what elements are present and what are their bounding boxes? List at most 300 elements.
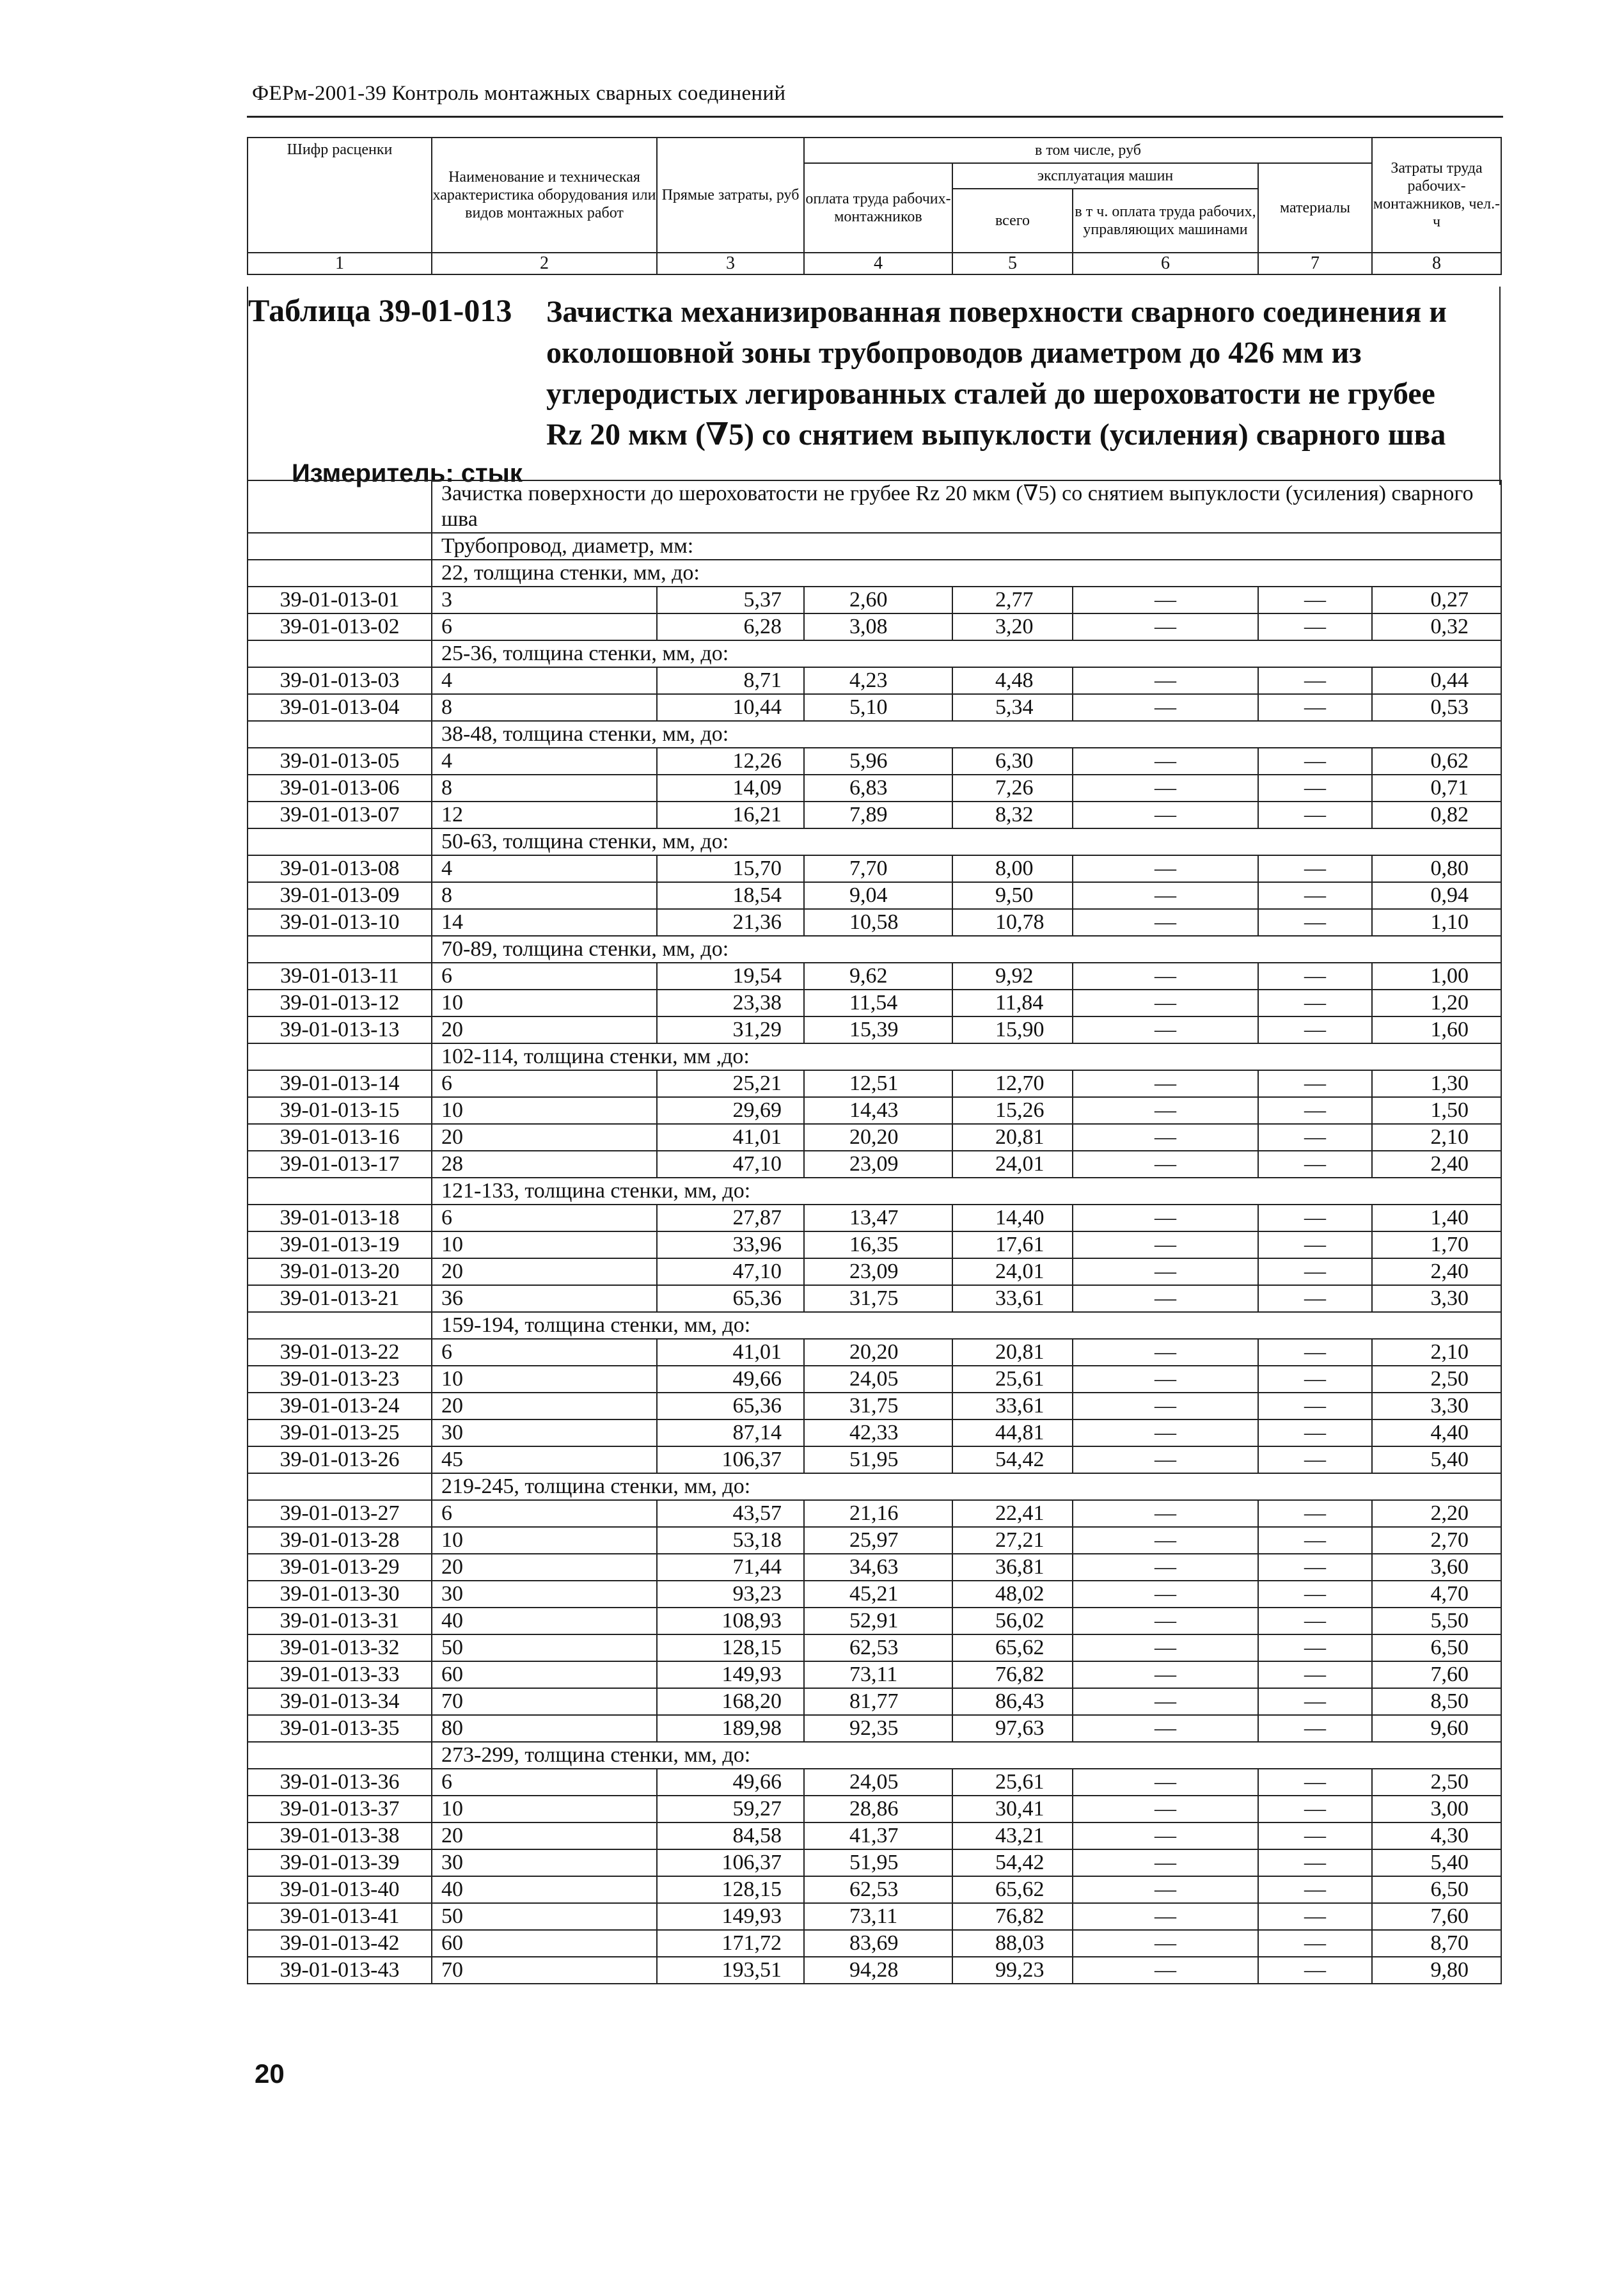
- wall-thickness: 4: [432, 855, 657, 882]
- materials: —: [1258, 802, 1372, 828]
- operator-wages: —: [1073, 1124, 1258, 1151]
- operator-wages: —: [1073, 1016, 1258, 1043]
- wages: 20,20: [804, 1339, 952, 1366]
- operator-wages: —: [1073, 802, 1258, 828]
- labor-hours: 2,50: [1372, 1769, 1501, 1796]
- table-row: [248, 1339, 1501, 1366]
- machine-total: 33,61: [952, 1285, 1073, 1312]
- wall-thickness: 10: [432, 1366, 657, 1393]
- operator-wages: —: [1073, 1769, 1258, 1796]
- rate-code: 39-01-013-14: [248, 1070, 432, 1097]
- table-row: [248, 587, 1501, 613]
- labor-hours: 2,50: [1372, 1366, 1501, 1393]
- group-header-row: [248, 828, 1501, 855]
- machine-total: 25,61: [952, 1366, 1073, 1393]
- rate-code: 39-01-013-32: [248, 1634, 432, 1661]
- wall-thickness: 50: [432, 1903, 657, 1930]
- machine-total: 9,50: [952, 882, 1073, 909]
- direct-costs: 171,72: [657, 1930, 804, 1957]
- rate-code: 39-01-013-13: [248, 1016, 432, 1043]
- direct-costs: 128,15: [657, 1876, 804, 1903]
- labor-hours: 5,40: [1372, 1849, 1501, 1876]
- materials: —: [1258, 963, 1372, 990]
- wall-thickness: 8: [432, 882, 657, 909]
- rate-code: 39-01-013-30: [248, 1581, 432, 1608]
- labor-hours: 2,40: [1372, 1258, 1501, 1285]
- machine-total: 17,61: [952, 1231, 1073, 1258]
- operator-wages: —: [1073, 1849, 1258, 1876]
- machine-total: 6,30: [952, 748, 1073, 775]
- col-header-code: Шифр расценки: [248, 138, 432, 253]
- materials: —: [1258, 1016, 1372, 1043]
- rate-code: 39-01-013-28: [248, 1527, 432, 1554]
- direct-costs: 8,71: [657, 667, 804, 694]
- direct-costs: 149,93: [657, 1903, 804, 1930]
- labor-hours: 2,10: [1372, 1124, 1501, 1151]
- group-label: 22, толщина стенки, мм, до:: [432, 560, 1501, 587]
- rate-code: 39-01-013-42: [248, 1930, 432, 1957]
- table-row: [248, 909, 1501, 936]
- operator-wages: —: [1073, 1715, 1258, 1742]
- rate-code: 39-01-013-09: [248, 882, 432, 909]
- wages: 5,96: [804, 748, 952, 775]
- col-number-2: 2: [432, 253, 657, 274]
- wages: 23,09: [804, 1258, 952, 1285]
- rate-code: 39-01-013-41: [248, 1903, 432, 1930]
- materials: —: [1258, 587, 1372, 613]
- wall-thickness: 10: [432, 1796, 657, 1822]
- labor-hours: 3,00: [1372, 1796, 1501, 1822]
- table-row: [248, 1581, 1501, 1608]
- materials: —: [1258, 855, 1372, 882]
- machine-total: 9,92: [952, 963, 1073, 990]
- materials: —: [1258, 613, 1372, 640]
- wall-thickness: 20: [432, 1822, 657, 1849]
- table-row: [248, 1554, 1501, 1581]
- wages: 24,05: [804, 1769, 952, 1796]
- direct-costs: 18,54: [657, 882, 804, 909]
- materials: —: [1258, 1608, 1372, 1634]
- wall-thickness: 6: [432, 1205, 657, 1231]
- materials: —: [1258, 1393, 1372, 1419]
- wages: 92,35: [804, 1715, 952, 1742]
- table-row: [248, 1285, 1501, 1312]
- machine-total: 4,48: [952, 667, 1073, 694]
- labor-hours: 1,00: [1372, 963, 1501, 990]
- rate-code: 39-01-013-37: [248, 1796, 432, 1822]
- machine-total: 86,43: [952, 1688, 1073, 1715]
- machine-total: 20,81: [952, 1124, 1073, 1151]
- rate-code: 39-01-013-02: [248, 613, 432, 640]
- group-spacer: [248, 1473, 432, 1500]
- operator-wages: —: [1073, 1957, 1258, 1984]
- operator-wages: —: [1073, 1097, 1258, 1124]
- wall-thickness: 8: [432, 694, 657, 721]
- rate-code: 39-01-013-10: [248, 909, 432, 936]
- materials: —: [1258, 775, 1372, 802]
- wall-thickness: 20: [432, 1016, 657, 1043]
- operator-wages: —: [1073, 1634, 1258, 1661]
- operator-wages: —: [1073, 1822, 1258, 1849]
- operator-wages: —: [1073, 1930, 1258, 1957]
- col-number-3: 3: [657, 253, 804, 274]
- machine-total: 36,81: [952, 1554, 1073, 1581]
- direct-costs: 43,57: [657, 1500, 804, 1527]
- labor-hours: 8,50: [1372, 1688, 1501, 1715]
- table-row: [248, 1366, 1501, 1393]
- labor-hours: 2,10: [1372, 1339, 1501, 1366]
- wages: 73,11: [804, 1903, 952, 1930]
- rate-code: 39-01-013-39: [248, 1849, 432, 1876]
- direct-costs: 128,15: [657, 1634, 804, 1661]
- wall-thickness: 28: [432, 1151, 657, 1178]
- wall-thickness: 6: [432, 1500, 657, 1527]
- operator-wages: —: [1073, 990, 1258, 1016]
- machine-total: 48,02: [952, 1581, 1073, 1608]
- direct-costs: 47,10: [657, 1258, 804, 1285]
- rate-code: 39-01-013-40: [248, 1876, 432, 1903]
- table-row: [248, 748, 1501, 775]
- group-spacer: [248, 1043, 432, 1070]
- wall-thickness: 60: [432, 1930, 657, 1957]
- wall-thickness: 40: [432, 1608, 657, 1634]
- col-number-7: 7: [1258, 253, 1372, 274]
- wages: 3,08: [804, 613, 952, 640]
- table-row: [248, 1419, 1501, 1446]
- labor-hours: 0,27: [1372, 587, 1501, 613]
- materials: —: [1258, 1957, 1372, 1984]
- rate-code: 39-01-013-03: [248, 667, 432, 694]
- rate-code: 39-01-013-19: [248, 1231, 432, 1258]
- machine-total: 2,77: [952, 587, 1073, 613]
- machine-total: 56,02: [952, 1608, 1073, 1634]
- materials: —: [1258, 1366, 1372, 1393]
- wages: 15,39: [804, 1016, 952, 1043]
- machine-total: 20,81: [952, 1339, 1073, 1366]
- materials: —: [1258, 1796, 1372, 1822]
- wages: 62,53: [804, 1876, 952, 1903]
- direct-costs: 168,20: [657, 1688, 804, 1715]
- table-row: [248, 1258, 1501, 1285]
- materials: —: [1258, 1419, 1372, 1446]
- direct-costs: 23,38: [657, 990, 804, 1016]
- materials: —: [1258, 1554, 1372, 1581]
- group-header-row: [248, 640, 1501, 667]
- wages: 23,09: [804, 1151, 952, 1178]
- group-spacer: [248, 640, 432, 667]
- machine-total: 65,62: [952, 1876, 1073, 1903]
- direct-costs: 59,27: [657, 1796, 804, 1822]
- materials: —: [1258, 1339, 1372, 1366]
- rate-code: 39-01-013-21: [248, 1285, 432, 1312]
- rate-code: 39-01-013-18: [248, 1205, 432, 1231]
- machine-total: 65,62: [952, 1634, 1073, 1661]
- page-number: 20: [255, 2059, 285, 2089]
- direct-costs: 29,69: [657, 1097, 804, 1124]
- materials: —: [1258, 1285, 1372, 1312]
- wall-thickness: 10: [432, 1097, 657, 1124]
- materials: —: [1258, 667, 1372, 694]
- machine-total: 22,41: [952, 1500, 1073, 1527]
- table-row: [248, 1876, 1501, 1903]
- group-spacer: [248, 1312, 432, 1339]
- labor-hours: 0,94: [1372, 882, 1501, 909]
- wages: 45,21: [804, 1581, 952, 1608]
- wages: 12,51: [804, 1070, 952, 1097]
- table-row: [248, 1124, 1501, 1151]
- col-header-materials: материалы: [1258, 163, 1372, 253]
- operator-wages: —: [1073, 587, 1258, 613]
- machine-total: 8,00: [952, 855, 1073, 882]
- labor-hours: 9,80: [1372, 1957, 1501, 1984]
- table-row: [248, 667, 1501, 694]
- rate-code: 39-01-013-27: [248, 1500, 432, 1527]
- group-label: 102-114, толщина стенки, мм ,до:: [432, 1043, 1501, 1070]
- table-title-block: [247, 287, 1501, 485]
- table-row: [248, 882, 1501, 909]
- machine-total: 5,34: [952, 694, 1073, 721]
- rate-code: 39-01-013-26: [248, 1446, 432, 1473]
- direct-costs: 84,58: [657, 1822, 804, 1849]
- direct-costs: 21,36: [657, 909, 804, 936]
- table-row: [248, 1231, 1501, 1258]
- table-row: [248, 1715, 1501, 1742]
- labor-hours: 0,62: [1372, 748, 1501, 775]
- group-header-row: [248, 1473, 1501, 1500]
- group-header-row: [248, 560, 1501, 587]
- wall-thickness: 70: [432, 1957, 657, 1984]
- wages: 14,43: [804, 1097, 952, 1124]
- wall-thickness: 6: [432, 1339, 657, 1366]
- wall-thickness: 4: [432, 748, 657, 775]
- col-number-5: 5: [952, 253, 1073, 274]
- group-spacer: [248, 828, 432, 855]
- table-row: [248, 1527, 1501, 1554]
- materials: —: [1258, 1231, 1372, 1258]
- wages: 51,95: [804, 1446, 952, 1473]
- labor-hours: 3,30: [1372, 1393, 1501, 1419]
- wall-thickness: 30: [432, 1419, 657, 1446]
- rate-code: 39-01-013-06: [248, 775, 432, 802]
- wall-thickness: 30: [432, 1849, 657, 1876]
- wall-thickness: 20: [432, 1393, 657, 1419]
- direct-costs: 33,96: [657, 1231, 804, 1258]
- labor-hours: 1,50: [1372, 1097, 1501, 1124]
- table-row: [248, 1822, 1501, 1849]
- machine-total: 24,01: [952, 1151, 1073, 1178]
- table-row: [248, 1769, 1501, 1796]
- rate-code: 39-01-013-01: [248, 587, 432, 613]
- table-row: [248, 1446, 1501, 1473]
- materials: —: [1258, 1930, 1372, 1957]
- operator-wages: —: [1073, 694, 1258, 721]
- col-header-name: Наименование и техническая характеристика оборудования или видов монтажных работ: [432, 138, 657, 253]
- labor-hours: 5,40: [1372, 1446, 1501, 1473]
- direct-costs: 87,14: [657, 1419, 804, 1446]
- operator-wages: —: [1073, 1446, 1258, 1473]
- direct-costs: 27,87: [657, 1205, 804, 1231]
- labor-hours: 2,20: [1372, 1500, 1501, 1527]
- rate-code: 39-01-013-08: [248, 855, 432, 882]
- machine-total: 14,40: [952, 1205, 1073, 1231]
- wall-thickness: 6: [432, 963, 657, 990]
- direct-costs: 106,37: [657, 1849, 804, 1876]
- wages: 52,91: [804, 1608, 952, 1634]
- machine-total: 27,21: [952, 1527, 1073, 1554]
- group-label: 159-194, толщина стенки, мм, до:: [432, 1312, 1501, 1339]
- wages: 83,69: [804, 1930, 952, 1957]
- col-header-wages: оплата труда рабочих-монтажников: [804, 163, 952, 253]
- materials: —: [1258, 1500, 1372, 1527]
- rates-table-body: [248, 480, 1501, 1984]
- labor-hours: 0,53: [1372, 694, 1501, 721]
- machine-total: 30,41: [952, 1796, 1073, 1822]
- machine-total: 15,26: [952, 1097, 1073, 1124]
- materials: —: [1258, 882, 1372, 909]
- table-row: [248, 1393, 1501, 1419]
- materials: —: [1258, 1634, 1372, 1661]
- materials: —: [1258, 1151, 1372, 1178]
- wall-thickness: 6: [432, 1769, 657, 1796]
- operator-wages: —: [1073, 1151, 1258, 1178]
- machine-total: 97,63: [952, 1715, 1073, 1742]
- labor-hours: 0,44: [1372, 667, 1501, 694]
- table-row: [248, 802, 1501, 828]
- group-label: 219-245, толщина стенки, мм, до:: [432, 1473, 1501, 1500]
- wall-thickness: 50: [432, 1634, 657, 1661]
- wages: 7,89: [804, 802, 952, 828]
- direct-costs: 108,93: [657, 1608, 804, 1634]
- group-header-row: [248, 1742, 1501, 1769]
- materials: —: [1258, 1822, 1372, 1849]
- labor-hours: 4,40: [1372, 1419, 1501, 1446]
- materials: —: [1258, 1903, 1372, 1930]
- operator-wages: —: [1073, 1500, 1258, 1527]
- wall-thickness: 6: [432, 613, 657, 640]
- direct-costs: 19,54: [657, 963, 804, 990]
- labor-hours: 1,70: [1372, 1231, 1501, 1258]
- direct-costs: 49,66: [657, 1366, 804, 1393]
- rate-code: 39-01-013-34: [248, 1688, 432, 1715]
- labor-hours: 2,70: [1372, 1527, 1501, 1554]
- table-row: [248, 1634, 1501, 1661]
- materials: —: [1258, 1849, 1372, 1876]
- direct-costs: 65,36: [657, 1393, 804, 1419]
- wages: 2,60: [804, 587, 952, 613]
- wages: 41,37: [804, 1822, 952, 1849]
- note-spacer: [248, 480, 432, 533]
- table-row: [248, 1016, 1501, 1043]
- operator-wages: —: [1073, 1554, 1258, 1581]
- operator-wages: —: [1073, 775, 1258, 802]
- operator-wages: —: [1073, 1258, 1258, 1285]
- wages: 73,11: [804, 1661, 952, 1688]
- wages: 20,20: [804, 1124, 952, 1151]
- rate-code: 39-01-013-29: [248, 1554, 432, 1581]
- group-spacer: [248, 560, 432, 587]
- col-number-6: 6: [1073, 253, 1258, 274]
- group-spacer: [248, 1742, 432, 1769]
- direct-costs: 193,51: [657, 1957, 804, 1984]
- machine-total: 33,61: [952, 1393, 1073, 1419]
- machine-total: 12,70: [952, 1070, 1073, 1097]
- labor-hours: 0,80: [1372, 855, 1501, 882]
- wall-thickness: 80: [432, 1715, 657, 1742]
- pipeline-diameter-label: Трубопровод, диаметр, мм:: [432, 533, 1501, 560]
- table-row: [248, 1796, 1501, 1822]
- labor-hours: 4,70: [1372, 1581, 1501, 1608]
- operator-wages: —: [1073, 1527, 1258, 1554]
- pipeline-spacer: [248, 533, 432, 560]
- machine-total: 76,82: [952, 1661, 1073, 1688]
- direct-costs: 10,44: [657, 694, 804, 721]
- labor-hours: 6,50: [1372, 1876, 1501, 1903]
- machine-total: 43,21: [952, 1822, 1073, 1849]
- rate-code: 39-01-013-24: [248, 1393, 432, 1419]
- wages: 31,75: [804, 1285, 952, 1312]
- wages: 94,28: [804, 1957, 952, 1984]
- operator-wages: —: [1073, 1205, 1258, 1231]
- operator-wages: —: [1073, 1661, 1258, 1688]
- group-header-row: [248, 936, 1501, 963]
- wall-thickness: 4: [432, 667, 657, 694]
- materials: —: [1258, 1715, 1372, 1742]
- wall-thickness: 10: [432, 1527, 657, 1554]
- materials: —: [1258, 1097, 1372, 1124]
- wages: 21,16: [804, 1500, 952, 1527]
- operator-wages: —: [1073, 667, 1258, 694]
- labor-hours: 5,50: [1372, 1608, 1501, 1634]
- wall-thickness: 12: [432, 802, 657, 828]
- wages: 31,75: [804, 1393, 952, 1419]
- wall-thickness: 30: [432, 1581, 657, 1608]
- machine-total: 15,90: [952, 1016, 1073, 1043]
- rate-code: 39-01-013-12: [248, 990, 432, 1016]
- machine-total: 76,82: [952, 1903, 1073, 1930]
- group-label: 50-63, толщина стенки, мм, до:: [432, 828, 1501, 855]
- wages: 4,23: [804, 667, 952, 694]
- header-rule: [247, 116, 1503, 118]
- labor-hours: 7,60: [1372, 1661, 1501, 1688]
- rate-code: 39-01-013-11: [248, 963, 432, 990]
- labor-hours: 0,32: [1372, 613, 1501, 640]
- machine-total: 8,32: [952, 802, 1073, 828]
- col-number-1: 1: [248, 253, 432, 274]
- rate-code: 39-01-013-04: [248, 694, 432, 721]
- wages: 24,05: [804, 1366, 952, 1393]
- col-header-including: в том числе, руб: [804, 138, 1372, 163]
- operator-wages: —: [1073, 1366, 1258, 1393]
- operator-wages: —: [1073, 1688, 1258, 1715]
- labor-hours: 3,30: [1372, 1285, 1501, 1312]
- direct-costs: 53,18: [657, 1527, 804, 1554]
- rate-code: 39-01-013-17: [248, 1151, 432, 1178]
- wages: 5,10: [804, 694, 952, 721]
- wall-thickness: 20: [432, 1554, 657, 1581]
- direct-costs: 31,29: [657, 1016, 804, 1043]
- column-header-table: [247, 137, 1502, 275]
- wages: 9,04: [804, 882, 952, 909]
- wages: 42,33: [804, 1419, 952, 1446]
- operator-wages: —: [1073, 1419, 1258, 1446]
- rate-code: 39-01-013-25: [248, 1419, 432, 1446]
- operator-wages: —: [1073, 1903, 1258, 1930]
- materials: —: [1258, 990, 1372, 1016]
- direct-costs: 65,36: [657, 1285, 804, 1312]
- labor-hours: 1,60: [1372, 1016, 1501, 1043]
- operator-wages: —: [1073, 1393, 1258, 1419]
- rate-code: 39-01-013-15: [248, 1097, 432, 1124]
